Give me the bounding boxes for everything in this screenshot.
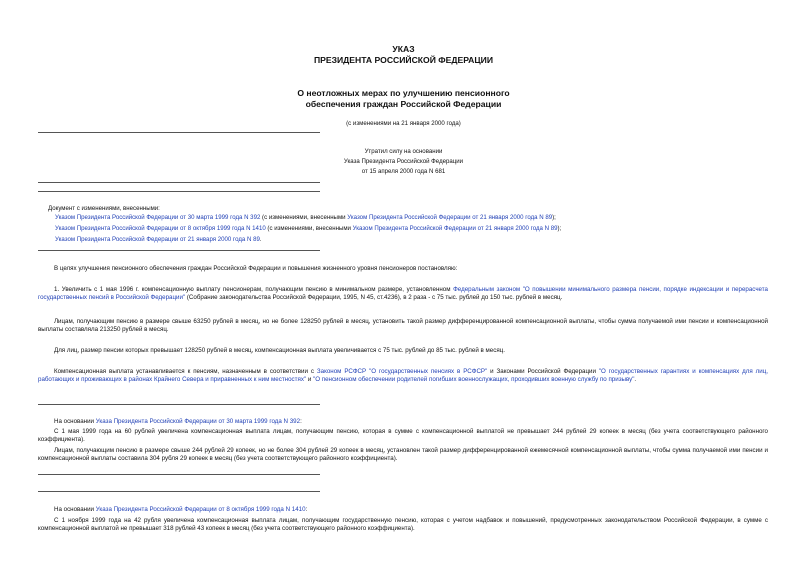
paragraph-text: (Собрание законодательства Российской Федерации, 1995, N 45, ст.4236), в 2 раза - с 75 тыс. рублей до 150 тыс. рублей в месяц. [185, 294, 563, 302]
divider [38, 250, 320, 251]
divider [38, 182, 320, 183]
paragraph-text: и Законами Российской Федерации [487, 368, 599, 375]
paragraph-text: Компенсационная выплата устанавливается к пенсиям, назначенным в соответствии с [54, 368, 317, 375]
paragraph-text: : [300, 418, 302, 425]
paragraph-1 [38, 286, 768, 303]
changes-note: (с изменениями на 21 января 2000 года) [346, 120, 461, 127]
paragraph-text: 1. Увеличить с 1 мая 1996 г. компенсационную выплату пенсионерам, получающим пенсию в минимальном размере, установленном [54, 286, 454, 293]
doc-subtitle-line1: О неотложных мерах по улучшению пенсионного [297, 88, 510, 98]
paragraph-7: С 1 ноября 1999 года на 42 рубля увеличена компенсационная выплата лицам, получающим государственную пенсию, которая с учетом надбавок и повышений, предусмотренных законодательством Российской Федерации, в сумме с компенсационной выплатой не превышает 318 рублей 43 копеек в месяц (без учета соответствующего районного коэффициента). [38, 517, 768, 533]
expired-decree-date-link[interactable]: от 15 апреля 2000 года N 681 [361, 168, 446, 175]
divider [38, 132, 320, 133]
divider [38, 404, 320, 405]
decree-392-link[interactable]: Указа Президента Российской Федерации от 30 марта 1999 года N 392 [95, 418, 301, 425]
rsfsr-law-link[interactable]: Законом РСФСР "О государственных пенсиях в РСФСР" [316, 368, 488, 375]
paragraph-2: Лицам, получающим пенсию в размере свыше 63250 рублей в месяц, но не более 128250 рублей в месяц, установить такой размер дифференцированной компенсационной выплаты, чтобы сумма получаемой ими пенсии и компенсационной выплаты составляла 213250 рублей в месяц. [38, 318, 768, 334]
paragraph-3: Для лиц, размер пенсии которых превышает 128250 рублей в месяц, компенсационная выплата увеличивается с 75 тыс. рублей до 85 тыс. рублей в месяц. [54, 347, 505, 354]
paragraph-text: и [306, 376, 314, 384]
issuer-title: ПРЕЗИДЕНТА РОССИЙСКОЙ ФЕДЕРАЦИИ [313, 55, 494, 65]
doc-subtitle-line2: обеспечения граждан Российской Федерации [305, 99, 502, 109]
paragraph-text: : [305, 506, 308, 513]
amendments-intro: Документ с изменениями, внесенными: [48, 205, 160, 212]
paragraph-4 [38, 368, 768, 385]
amendment-link[interactable]: Указом Президента Российской Федерации от 21 января 2000 года N 89 [352, 225, 558, 232]
amendment-item [55, 225, 561, 233]
paragraph-text: На основании [54, 418, 96, 425]
divider [38, 191, 320, 192]
amendment-item [55, 236, 262, 244]
amendment-text: ); [552, 214, 556, 221]
basis-2 [38, 506, 768, 514]
preamble: В целях улучшения пенсионного обеспечения граждан Российской Федерации и повышения жизненного уровня пенсионеров постановляю: [54, 265, 458, 272]
paragraph-text: На основании [54, 506, 96, 513]
divider [38, 491, 320, 492]
expired-note: Утратил силу на основании [364, 148, 443, 155]
expired-decree-link[interactable]: Указа Президента Российской Федерации [343, 158, 464, 165]
amendment-link[interactable]: Указом Президента Российской Федерации от 21 января 2000 года N 89 [347, 214, 553, 221]
paragraph-6: Лицам, получающим пенсию в размере свыше 244 рублей 29 копеек, но не более 304 рублей 29 копеек в месяц, установлен такой размер дифференцированной ежемесячной компенсационной выплаты, чтобы сумма получаемой ими пенсии и компенсационной выплаты составила 304 рубля 29 копеек в месяц (без учета соответствующего районного коэффициента). [38, 447, 768, 463]
amendment-text: . [259, 236, 262, 243]
amendment-text: (с изменениями, внесенными [260, 214, 348, 221]
amendment-link[interactable]: Указом Президента Российской Федерации от 21 января 2000 года N 89 [55, 236, 260, 243]
decree-1410-link[interactable]: Указа Президента Российской Федерации от 8 октября 1999 года N 1410 [95, 506, 306, 513]
federal-law-link[interactable]: Федеральным законом "О повышении минимального размера пенсии, порядке индексации и перерасчета государственных пенсий в Российской Федерации" [38, 286, 768, 302]
amendment-link[interactable]: Указом Президента Российской Федерации от 8 октября 1999 года N 1410 [55, 225, 266, 232]
paragraph-5: С 1 мая 1999 года на 60 рублей увеличена компенсационная выплата лицам, получающим пенсию, которая в сумме с компенсационной выплатой не превышает 244 рублей 29 копеек в месяц (без учета соответствующего районного коэффициента). [38, 428, 768, 444]
doc-type-title: УКАЗ [392, 44, 415, 54]
parents-pension-law-link[interactable]: "О пенсионном обеспечении родителей погибших военнослужащих, проходивших военную службу по призыву" [313, 376, 635, 384]
divider [38, 474, 320, 475]
amendment-text: (с изменениями, внесенными [265, 225, 353, 232]
amendment-link[interactable]: Указом Президента Российской Федерации от 30 марта 1999 года N 392 [55, 214, 261, 221]
basis-1 [38, 418, 768, 426]
amendment-text: ); [557, 225, 562, 232]
north-guarantees-law-link[interactable]: "О государственных гарантиях и компенсациях для лиц, работающих и проживающих в районах Крайнего Севера и приравненных к ним местностях" [38, 368, 768, 384]
amendment-item [55, 214, 556, 222]
paragraph-text: . [634, 376, 637, 384]
